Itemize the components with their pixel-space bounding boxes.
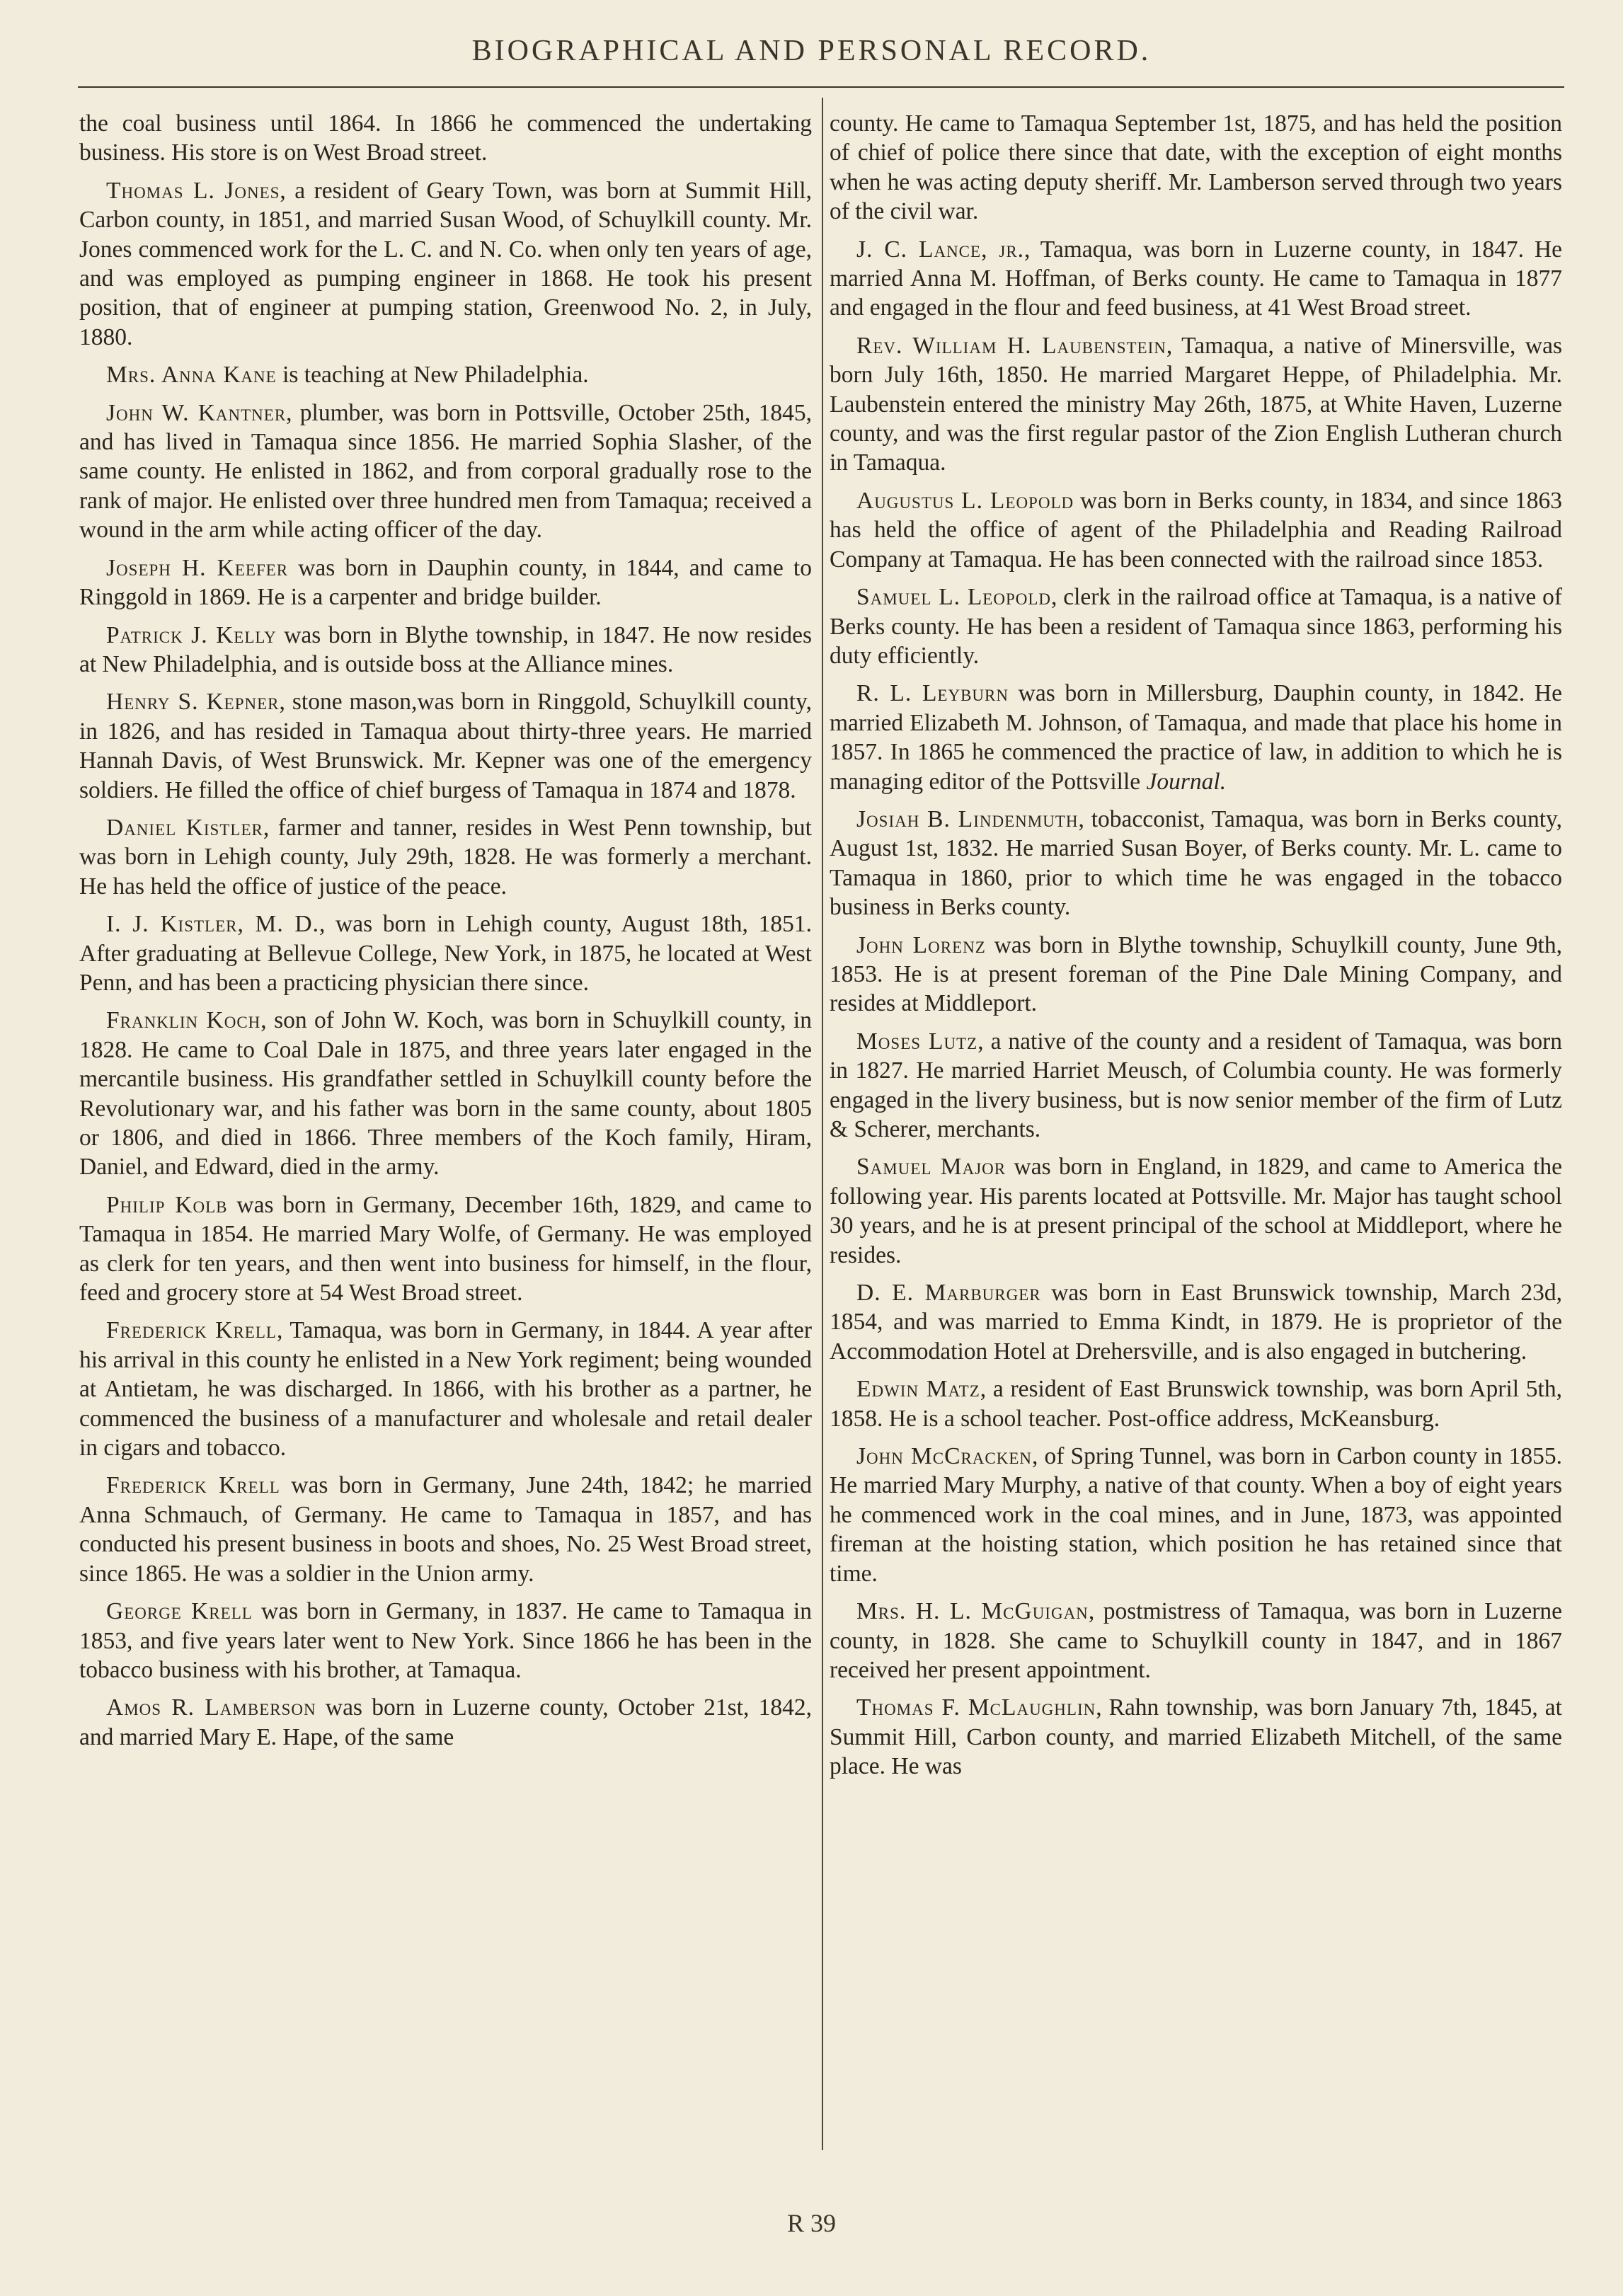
- entry-paragraph: [79, 109, 812, 168]
- person-name: John W. Kantner: [106, 399, 287, 426]
- entry-text: was born in England, in 1829, and came to America the following year. His parents located at Pottsville. Mr. Major has taught school 30 years, and he is at present principal of the school at Middleport, where he resides.: [830, 1154, 1563, 1268]
- entry-paragraph: [830, 331, 1562, 478]
- entry-text: was born in Blythe township, in 1847. He now resides at New Philadelphia, and is outside boss at the Alliance mines.: [79, 621, 812, 677]
- entry-text: was born in Germany, June 24th, 1842; he married Anna Schmauch, of Germany. He came to Tamaqua in 1857, and has conducted his present business in boots and shoes, No. 25 West Broad street, since 1865. He was a soldier in the Union army.: [79, 1472, 812, 1587]
- entry-text: , was born in Lehigh county, August 18th, 1851. After graduating at Bellevue College, New York, in 1875, he located at West Penn, and has been a practicing physician there since.: [79, 911, 812, 996]
- person-name: Franklin Koch: [106, 1007, 261, 1034]
- entry-paragraph: [79, 621, 812, 679]
- entry-paragraph: [79, 813, 812, 901]
- person-name: R. L. Leyburn: [856, 680, 1009, 707]
- entry-paragraph: [830, 679, 1562, 796]
- person-name: Daniel Kistler: [106, 814, 263, 841]
- person-name: Henry S. Kepner: [106, 689, 280, 716]
- person-name: George Krell: [106, 1598, 253, 1625]
- person-name: Mrs. Anna Kane: [106, 362, 277, 389]
- person-name: Patrick J. Kelly: [106, 621, 277, 648]
- column-divider: [822, 98, 823, 2150]
- entry-text: , Tamaqua, was born in Luzerne county, in 1847. He married Anna M. Hoffman, of Berks county. He came to Tamaqua in 1877 and engaged in the flour and feed business, at 41 West Broad street.: [830, 236, 1563, 321]
- entry-text: was born in Berks county, in 1834, and since 1863 has held the office of agent of the Philadelphia and Reading Railroad Company at Tamaqua. He has been connected with the railroad since 1853.: [830, 487, 1562, 573]
- entry-text: , a resident of Geary Town, was born at Summit Hill, Carbon county, in 1851, and married Susan Wood, of Schuylkill county. Mr. Jones commenced work for the L. C. and N. Co. when only ten years of age, and was employed as pumping engineer in 1868. He took his present position, that of engineer at pumping station, Greenwood No. 2, in July, 1880.: [79, 177, 812, 350]
- entry-paragraph: [830, 486, 1562, 574]
- person-name: Philip Kolb: [106, 1191, 228, 1218]
- entry-text: was born in Luzerne county, October 21st, 1842, and married Mary E. Hape, of the same: [79, 1694, 812, 1750]
- entry-text: is teaching at New Philadelphia.: [276, 362, 589, 389]
- person-name: Mrs. H. L. McGuigan: [856, 1598, 1089, 1625]
- entry-paragraph: [830, 931, 1562, 1018]
- entry-text: , stone mason,was born in Ringgold, Schuylkill county, in 1826, and has resided in Tamaqua about thirty-three years. He married Hannah Davis, of West Brunswick. Mr. Kepner was one of the emergency soldiers. He filled the office of chief burgess of Tamaqua in 1874 and 1878.: [79, 689, 812, 803]
- entry-text: , Rahn township, was born January 7th, 1845, at Summit Hill, Carbon county, and married Elizabeth Mitchell, of the same place. He was: [830, 1694, 1562, 1780]
- person-name: John Lorenz: [856, 931, 986, 958]
- entry-paragraph: [79, 553, 812, 612]
- entry-paragraph: [79, 1471, 812, 1588]
- person-name: Amos R. Lamberson: [106, 1694, 316, 1721]
- header-rule: [78, 86, 1564, 88]
- person-name: J. C. Lance, jr.: [856, 236, 1025, 263]
- person-name: Rev. William H. Laubenstein: [856, 332, 1166, 359]
- entry-text: , plumber, was born in Pottsville, October 25th, 1845, and has lived in Tamaqua since 1856. He married Sophia Slasher, of the same county. He enlisted in 1862, and from corporal gradually rose to the rank of major. He enlisted over three hundred men from Tamaqua; received a wound in the arm while acting officer of the day.: [79, 399, 812, 544]
- entry-text: , postmistress of Tamaqua, was born in Luzerne county, in 1828. She came to Schuylkill county in 1847, and in 1867 received her present appointment.: [830, 1598, 1563, 1683]
- entry-paragraph: [830, 582, 1562, 670]
- entry-text: , clerk in the railroad office at Tamaqua, is a native of Berks county. He has been a resident of Tamaqua since 1863, performing his duty efficiently.: [830, 584, 1563, 669]
- person-name: Josiah B. Lindenmuth: [856, 805, 1079, 832]
- entry-paragraph: [79, 176, 812, 352]
- left-column: [79, 109, 812, 1760]
- entry-text: , son of John W. Koch, was born in Schuylkill county, in 1828. He came to Coal Dale in 1875, and three years later engaged in the mercantile business. His grandfather settled in Schuylkill county before the Revolutionary war, and his father was born in the same county, about 1805 or 1806, and died in 1866. Three members of the Koch family, Hiram, Daniel, and Edward, died in the army.: [79, 1007, 812, 1181]
- entry-paragraph: [79, 360, 812, 389]
- entry-paragraph: [79, 1190, 812, 1308]
- running-header: BIOGRAPHICAL AND PERSONAL RECORD.: [471, 35, 1152, 67]
- person-name: Thomas F. McLaughlin: [856, 1694, 1096, 1721]
- person-name: Moses Lutz: [856, 1028, 978, 1055]
- entry-text: was born in Blythe township, Schuylkill county, June 9th, 1853. He is at present foreman of the Pine Dale Mining Company, and resides at Middleport.: [830, 931, 1562, 1017]
- entry-paragraph: [830, 1442, 1562, 1588]
- entry-paragraph: [79, 398, 812, 545]
- entry-text: was born in Germany, December 16th, 1829, and came to Tamaqua in 1854. He married Mary Wolfe, of Germany. He was employed as clerk for ten years, and then went into business for himself, in the flour, feed and grocery store at 54 West Broad street.: [79, 1191, 812, 1307]
- person-name: Samuel Major: [856, 1154, 1007, 1181]
- entry-paragraph: [830, 1597, 1562, 1684]
- entry-text: , tobacconist, Tamaqua, was born in Berks county, August 1st, 1832. He married Susan Boyer, of Berks county. Mr. L. came to Tamaqua in 1860, prior to which time he was engaged in the tobacco business in Berks county.: [830, 805, 1562, 921]
- person-name: Samuel L. Leopold: [856, 584, 1052, 611]
- italic-title: Journal.: [1146, 768, 1227, 795]
- entry-paragraph: [830, 1374, 1562, 1433]
- person-name: Frederick Krell: [106, 1317, 277, 1344]
- entry-text: , a native of the county and a resident of Tamaqua, was born in 1827. He married Harriet Meusch, of Columbia county. He was formerly engaged in the livery business, but is now senior member of the firm of Lutz & Scherer, merchants.: [830, 1028, 1563, 1142]
- entry-text: was born in Dauphin county, in 1844, and came to Ringgold in 1869. He is a carpenter and bridge builder.: [79, 554, 812, 611]
- person-name: Augustus L. Leopold: [856, 487, 1074, 514]
- entry-paragraph: [79, 1597, 812, 1684]
- right-column: [830, 109, 1562, 1790]
- entry-text: was born in Germany, in 1837. He came to Tamaqua in 1853, and five years later went to New York. Since 1866 he has been in the tobacco business with his brother, at Tamaqua.: [79, 1598, 812, 1683]
- entry-paragraph: [79, 1006, 812, 1181]
- entry-text: was born in East Brunswick township, March 23d, 1854, and was married to Emma Kindt, in 1879. He is proprietor of the Accommodation Hotel at Drehersville, and is also engaged in butchering.: [830, 1280, 1563, 1365]
- entry-text: was born in Millersburg, Dauphin county, in 1842. He married Elizabeth M. Johnson, of Tamaqua, and made that place his home in 1857. In 1865 he commenced the practice of law, in addition to which he is managing editor of the Pottsville: [830, 680, 1562, 795]
- entry-paragraph: [830, 235, 1562, 323]
- entry-text: , a resident of East Brunswick township, was born April 5th, 1858. He is a school teacher. Post-office address, McKeansburg.: [830, 1376, 1562, 1432]
- person-name: John McCracken: [856, 1443, 1033, 1470]
- entry-text: county. He came to Tamaqua September 1st, 1875, and has held the position of chief of police there since that date, with the exception of eight months when he was acting deputy sheriff. Mr. Lamberson served through two years of the civil war.: [830, 110, 1562, 225]
- person-name: Thomas L. Jones: [106, 177, 280, 204]
- entry-paragraph: [830, 109, 1562, 226]
- entry-text: , of Spring Tunnel, was born in Carbon county in 1855. He married Mary Murphy, a native of that county. When a boy of eight years he commenced work in the coal mines, and in June, 1873, was appointed fireman at the hoisting station, which position he has retained since that time.: [830, 1443, 1562, 1587]
- person-name: Joseph H. Keefer: [106, 554, 289, 581]
- entry-paragraph: [830, 1693, 1562, 1781]
- entry-text: , farmer and tanner, resides in West Penn township, but was born in Lehigh county, July 29th, 1828. He was formerly a merchant. He has held the office of justice of the peace.: [79, 814, 812, 900]
- entry-paragraph: [79, 909, 812, 997]
- entry-paragraph: [79, 1316, 812, 1462]
- entry-text: , Tamaqua, was born in Germany, in 1844. A year after his arrival in this county he enlisted in a New York regiment; being wounded at Antietam, he was discharged. In 1866, with his brother as a partner, he commenced the business of a manufacturer and wholesale and retail dealer in cigars and tobacco.: [79, 1317, 812, 1462]
- person-name: D. E. Marburger: [856, 1280, 1041, 1307]
- person-name: Frederick Krell: [106, 1472, 280, 1499]
- entry-text: the coal business until 1864. In 1866 he commenced the undertaking business. His store is on West Broad street.: [79, 110, 812, 166]
- entry-paragraph: [830, 1152, 1562, 1270]
- entry-paragraph: [830, 805, 1562, 922]
- entry-paragraph: [830, 1027, 1562, 1144]
- person-name: I. J. Kistler, M. D.: [106, 911, 319, 938]
- entry-paragraph: [830, 1278, 1562, 1366]
- entry-paragraph: [79, 1693, 812, 1752]
- page-number: R 39: [786, 2209, 836, 2237]
- person-name: Edwin Matz: [856, 1376, 980, 1403]
- entry-text: , Tamaqua, a native of Minersville, was born July 16th, 1850. He married Margaret Heppe, of Philadelphia. Mr. Laubenstein entered the ministry May 26th, 1875, at White Haven, Luzerne county, and was the first regular pastor of the Zion English Lutheran church in Tamaqua.: [830, 332, 1562, 476]
- entry-paragraph: [79, 687, 812, 805]
